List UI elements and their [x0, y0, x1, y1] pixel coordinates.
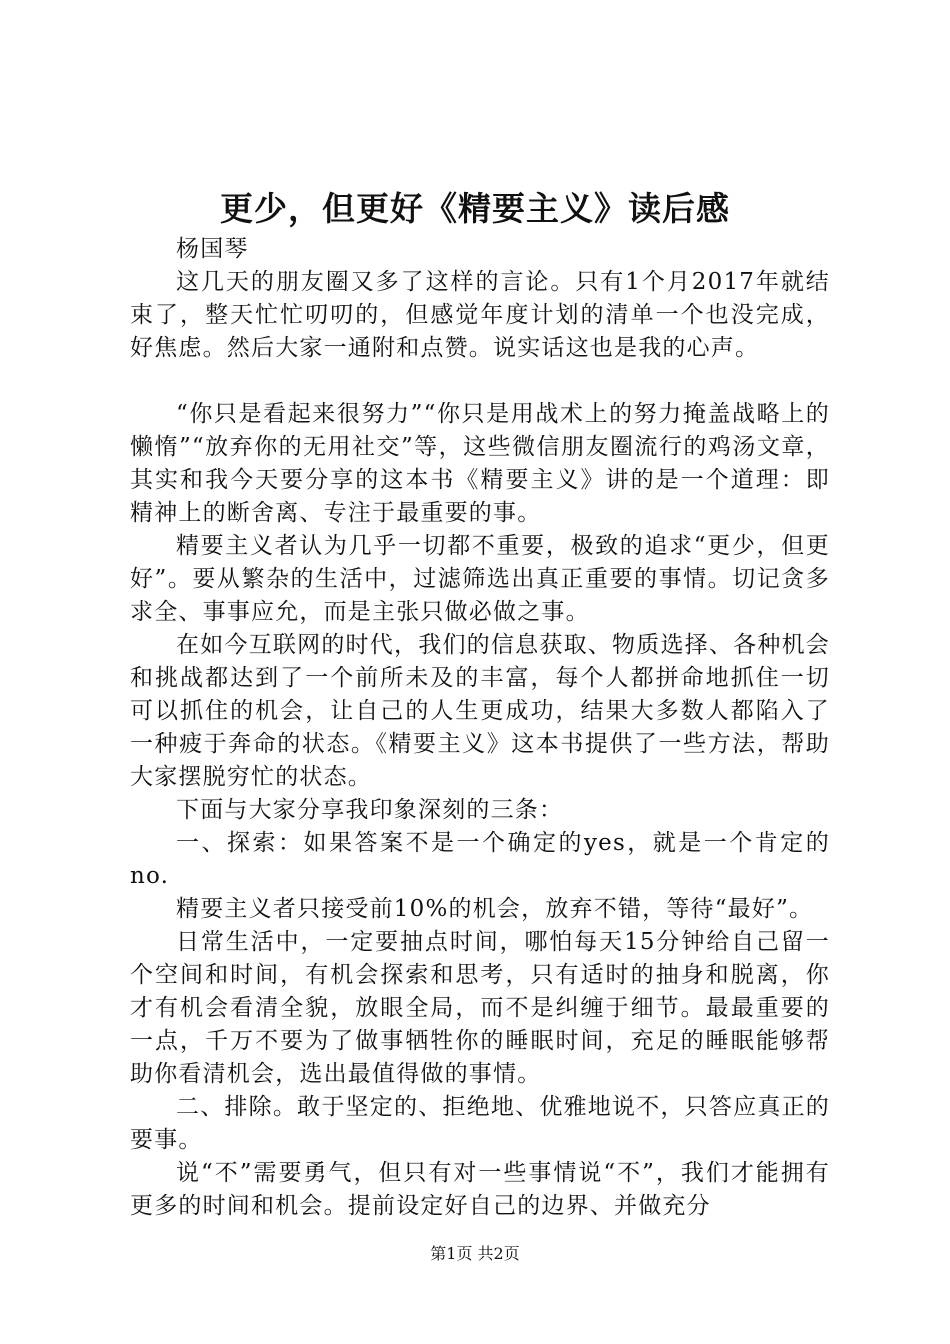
paragraph: 精要主义者只接受前10%的机会，放弃不错，等待“最好”。 — [176, 896, 814, 922]
paragraph: 在如今互联网的时代，我们的信息获取、物质选择、各种机会和挑战都达到了一个前所未及的丰富，每个人都拼命地抓住一切可以抓住的机会，让自己的人生更成功，结果大多数人都陷入了一种疲于奔命的状态。《精要主义》这本书提供了一些方法，帮助大家摆脱穷忙的状态。 — [130, 632, 830, 790]
page-footer: 第1页 共2页 — [430, 1244, 520, 1263]
paragraph: 这几天的朋友圈又多了这样的言论。只有1个月2017年就结束了，整天忙忙叨叨的，但感觉年度计划的清单一个也没完成，好焦虑。然后大家一通附和点赞。说实话这也是我的心声。 — [130, 269, 830, 361]
paragraph: 下面与大家分享我印象深刻的三条： — [176, 797, 564, 823]
section-heading: 二、排除。敢于坚定的、拒绝地、优雅地说不，只答应真正的要事。 — [130, 1094, 830, 1153]
paragraph: 说“不”需要勇气，但只有对一些事情说“不”，我们才能拥有更多的时间和机会。提前设定好自己的边界、并做充分 — [130, 1160, 830, 1219]
document-body — [130, 233, 830, 1223]
paragraph: “你只是看起来很努力”“你只是用战术上的努力掩盖战略上的懒惰”“放弃你的无用社交”等，这些微信朋友圈流行的鸡汤文章，其实和我今天要分享的这本书《精要主义》讲的是一个道理：即精神上的断舍离、专注于最重要的事。 — [130, 401, 830, 526]
paragraph: 精要主义者认为几乎一切都不重要，极致的追求“更少，但更好”。要从繁杂的生活中，过滤筛选出真正重要的事情。切记贪多求全、事事应允，而是主张只做必做之事。 — [130, 533, 830, 625]
document-title: 更少，但更好《精要主义》读后感 — [220, 189, 730, 228]
blank-line — [130, 365, 830, 398]
section-heading: 一、探索：如果答案不是一个确定的yes，就是一个肯定的no. — [130, 830, 830, 889]
author-line: 杨国琴 — [176, 236, 249, 262]
paragraph: 日常生活中，一定要抽点时间，哪怕每天15分钟给自己留一个空间和时间，有机会探索和思考，只有适时的抽身和脱离，你才有机会看清全貌，放眼全局，而不是纠缠于细节。最最重要的一点，千万不要为了做事牺牲你的睡眠时间，充足的睡眠能够帮助你看清机会，选出最值得做的事情。 — [130, 929, 830, 1087]
